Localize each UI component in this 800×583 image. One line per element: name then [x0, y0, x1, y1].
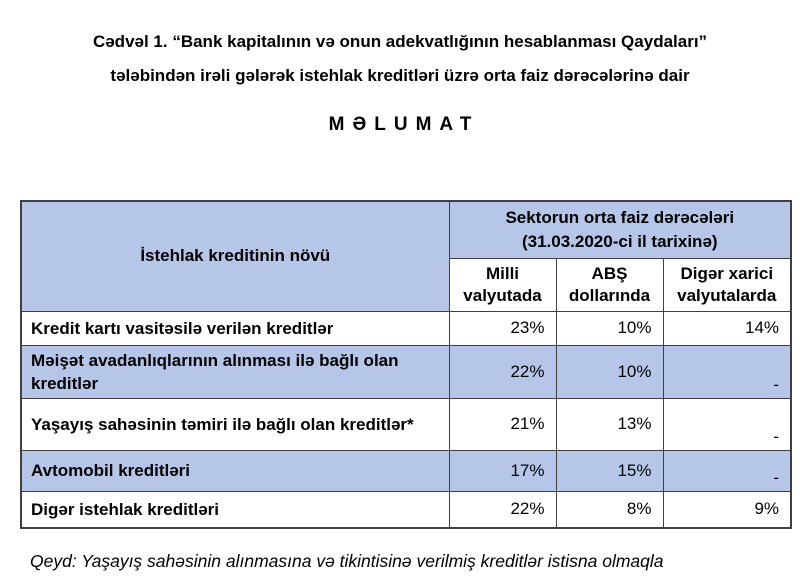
row-value-other: - [663, 398, 791, 450]
header-other-foreign-currency: Digər xarici valyutalarda [663, 258, 791, 311]
rates-table [20, 200, 792, 529]
header-credit-type: İstehlak kreditinin növü [21, 201, 449, 311]
row-value-other: 14% [663, 311, 791, 345]
row-value-milli: 21% [449, 398, 556, 450]
row-label: Avtomobil kreditləri [21, 450, 449, 491]
row-value-usd: 10% [556, 345, 663, 398]
header-sector-rates-line-2: (31.03.2020-ci il tarixinə) [521, 231, 718, 251]
header-national-currency: Milli valyutada [449, 258, 556, 311]
row-value-usd: 10% [556, 311, 663, 345]
row-label: Digər istehlak kreditləri [21, 491, 449, 528]
row-label: Yaşayış sahəsinin təmiri ilə bağlı olan kreditlər* [21, 398, 449, 450]
row-value-milli: 22% [449, 491, 556, 528]
rates-table-container [20, 200, 792, 529]
table-row [21, 450, 791, 491]
row-value-milli: 23% [449, 311, 556, 345]
title-line-1: Cədvəl 1. “Bank kapitalının və onun adekvatlığının hesablanması Qaydaları” [92, 32, 708, 51]
table-row [21, 345, 791, 398]
footnote: Qeyd: Yaşayış sahəsinin alınmasına və tikintisinə verilmiş kreditlər istisna olmaqla [30, 551, 664, 571]
row-value-milli: 17% [449, 450, 556, 491]
header-sector-rates [449, 201, 791, 258]
row-value-other: - [663, 345, 791, 398]
row-value-other: - [663, 450, 791, 491]
table-row [21, 311, 791, 345]
row-value-usd: 13% [556, 398, 663, 450]
title-line-2: tələbindən irəli gələrək istehlak kreditləri üzrə orta faiz dərəcələrinə dair [110, 66, 690, 85]
row-value-usd: 15% [556, 450, 663, 491]
document-heading: MƏLUMAT [328, 114, 480, 135]
header-usd: ABŞ dollarında [556, 258, 663, 311]
row-label: Kredit kartı vasitəsilə verilən kreditlər [21, 311, 449, 345]
header-row-group [21, 201, 791, 258]
table-row [21, 491, 791, 528]
document-title [0, 0, 800, 93]
row-value-other: 9% [663, 491, 791, 528]
table-row [21, 398, 791, 450]
row-label: Məişət avadanlıqlarının alınması ilə bağlı olan kreditlər [21, 345, 449, 398]
row-value-usd: 8% [556, 491, 663, 528]
row-value-milli: 22% [449, 345, 556, 398]
header-sector-rates-line-1: Sektorun orta faiz dərəcələri [505, 207, 735, 227]
